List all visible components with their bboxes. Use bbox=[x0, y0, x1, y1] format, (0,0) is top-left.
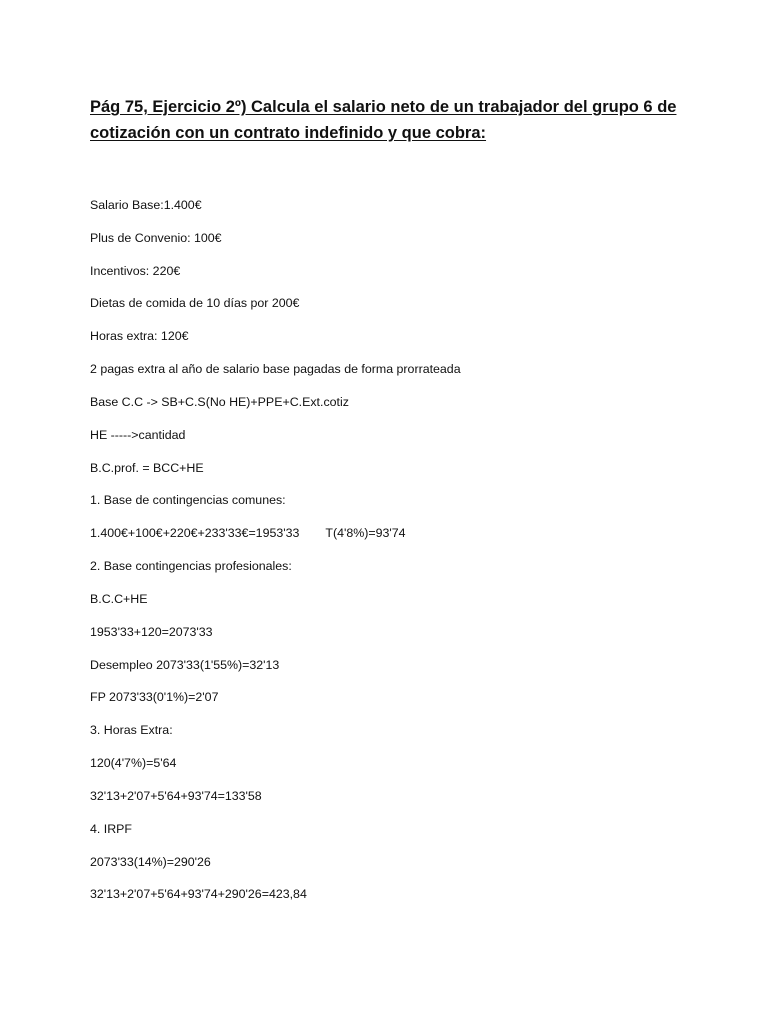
line-heading-horas-extra: 3. Horas Extra: bbox=[90, 723, 173, 737]
title-line-1: Pág 75, Ejercicio 2º) Calcula el salario neto de un trabajador del grupo 6 de bbox=[90, 98, 677, 116]
line-pagas-extra: 2 pagas extra al año de salario base pagadas de forma prorrateada bbox=[90, 362, 461, 376]
line-total-deducciones: 32'13+2'07+5'64+93'74+290'26=423,84 bbox=[90, 887, 307, 901]
line-bcc-he: B.C.C+HE bbox=[90, 592, 148, 606]
line-salario-base: Salario Base:1.400€ bbox=[90, 198, 202, 212]
line-desempleo: Desempleo 2073'33(1'55%)=32'13 bbox=[90, 658, 280, 672]
line-calc-irpf: 2073'33(14%)=290'26 bbox=[90, 855, 211, 869]
line-calc-contingencias-comunes bbox=[90, 525, 406, 541]
line-fp: FP 2073'33(0'1%)=2'07 bbox=[90, 690, 219, 704]
calc-tipo: T(4'8%)=93'74 bbox=[325, 526, 406, 540]
calc-sum: 1.400€+100€+220€+233'33€=1953'33 bbox=[90, 526, 300, 540]
line-dietas: Dietas de comida de 10 días por 200€ bbox=[90, 296, 300, 310]
line-sum-cotizaciones: 32'13+2'07+5'64+93'74=133'58 bbox=[90, 789, 262, 803]
line-heading-irpf: 4. IRPF bbox=[90, 822, 132, 836]
title-line-2: cotización con un contrato indefinido y que cobra: bbox=[90, 124, 487, 142]
line-he-cantidad: HE ----->cantidad bbox=[90, 428, 186, 442]
line-heading-contingencias-profesionales: 2. Base contingencias profesionales: bbox=[90, 559, 292, 573]
line-base-cc-formula: Base C.C -> SB+C.S(No HE)+PPE+C.Ext.cotiz bbox=[90, 395, 349, 409]
line-plus-convenio: Plus de Convenio: 100€ bbox=[90, 231, 222, 245]
line-heading-contingencias-comunes: 1. Base de contingencias comunes: bbox=[90, 493, 286, 507]
line-bc-prof-formula: B.C.prof. = BCC+HE bbox=[90, 461, 204, 475]
line-calc-bcc-he: 1953'33+120=2073'33 bbox=[90, 625, 213, 639]
exercise-title bbox=[90, 94, 690, 146]
line-horas-extra: Horas extra: 120€ bbox=[90, 329, 189, 343]
line-calc-horas-extra: 120(4'7%)=5'64 bbox=[90, 756, 177, 770]
line-incentivos: Incentivos: 220€ bbox=[90, 264, 181, 278]
